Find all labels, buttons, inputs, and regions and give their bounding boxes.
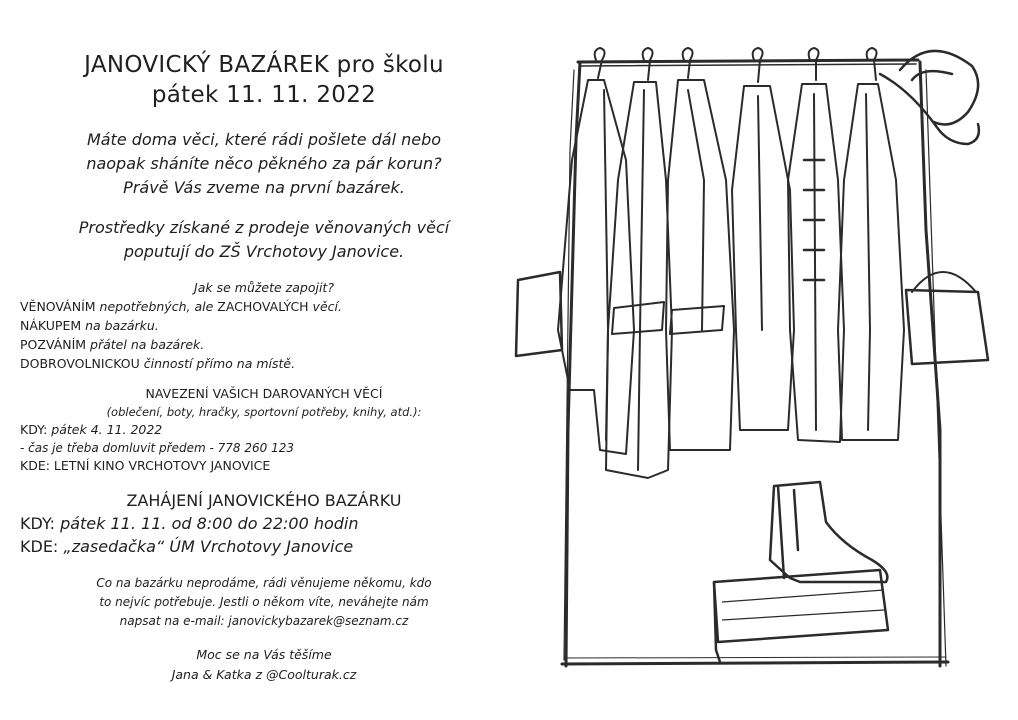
how-item [20, 316, 508, 335]
opening-where [20, 535, 508, 558]
delivery-header: NAVEZENÍ VAŠICH DAROVANÝCH VĚCÍ [145, 386, 383, 401]
how-item-caps: VĚNOVÁNÍM [20, 299, 96, 314]
how-item-text: přátel na bazárek. [86, 337, 205, 352]
delivery-when-value: pátek 4. 11. 2022 [47, 422, 163, 437]
donation-line-2: to nejvíc potřebuje. Jestli o někom víte, neváhejte nám [99, 595, 429, 609]
intro-line-3: Právě Vás zveme na první bazárek. [123, 178, 405, 197]
fund-paragraph [20, 216, 508, 264]
how-to-join-section [20, 278, 508, 373]
donation-email-prefix: napsat na e-mail: [119, 614, 229, 628]
opening-when-label: KDY: [20, 514, 55, 533]
closing-line-2: Jana & Katka z @Coolturak.cz [171, 667, 357, 682]
hanging-clothes [516, 80, 988, 478]
opening-where-value: „zasedačka“ ÚM Vrchotovy Janovice [58, 537, 354, 556]
opening-section [20, 489, 508, 558]
how-item-text: činností přímo na místě. [139, 356, 296, 371]
title-date: pátek 11. 11. 2022 [151, 82, 377, 108]
title-line-1: JANOVICKÝ BAZÁREK pro školu [84, 52, 444, 78]
delivery-when-label: KDY: [20, 422, 48, 437]
delivery-items-note: (oblečení, boty, hračky, sportovní potřeby, knihy, atd.): [106, 405, 422, 419]
delivery-where: KDE: LETNÍ KINO VRCHOTOVY JANOVICE [20, 458, 271, 473]
fund-line-1: Prostředky získané z prodeje věnovaných věcí [78, 218, 450, 237]
how-item [20, 335, 508, 354]
poster-title [20, 50, 508, 110]
how-item [20, 297, 508, 316]
opening-when-value: pátek 11. 11. od 8:00 do 22:00 hodin [54, 514, 359, 533]
how-item-text: na bazárku. [81, 318, 159, 333]
how-item-caps: POZVÁNÍM [20, 337, 87, 352]
how-item-caps: DOBROVOLNICKOU [20, 356, 140, 371]
hat [880, 51, 979, 144]
intro-line-2: naopak sháníte něco pěkného za pár korun? [86, 154, 442, 173]
opening-header: ZAHÁJENÍ JANOVICKÉHO BAZÁRKU [126, 491, 402, 510]
donation-line-3 [20, 612, 508, 631]
donation-line-1: Co na bazárku neprodáme, rádi věnujeme někomu, kdo [96, 576, 432, 590]
opening-where-label: KDE: [20, 537, 59, 556]
how-header: Jak se můžete zapojit? [194, 280, 334, 295]
ankle-boot [770, 482, 887, 582]
poster-text-column [20, 50, 508, 685]
delivery-section [20, 385, 508, 475]
clothes-rack-illustration [508, 30, 1008, 680]
closing-signature [20, 645, 508, 685]
how-item-caps-2: ZACHOVALÝCH [217, 299, 309, 314]
contact-email-link[interactable]: janovickybazarek@seznam.cz [228, 614, 409, 628]
donation-note [20, 574, 508, 631]
how-item [20, 354, 508, 373]
fund-line-2: poputují do ZŠ Vrchotovy Janovice. [123, 242, 405, 261]
delivery-when [20, 421, 508, 439]
how-item-caps: NÁKUPEM [20, 318, 82, 333]
shoe-box [714, 570, 888, 662]
how-item-text: nepotřebných, ale [95, 299, 218, 314]
delivery-phone-note: - čas je třeba domluvit předem - 778 260 123 [20, 441, 294, 455]
intro-paragraph [20, 128, 508, 200]
closing-line-1: Moc se na Vás těšíme [196, 647, 332, 662]
opening-when [20, 512, 508, 535]
how-item-text-2: věcí. [308, 299, 342, 314]
intro-line-1: Máte doma věci, které rádi pošlete dál nebo [86, 130, 442, 149]
